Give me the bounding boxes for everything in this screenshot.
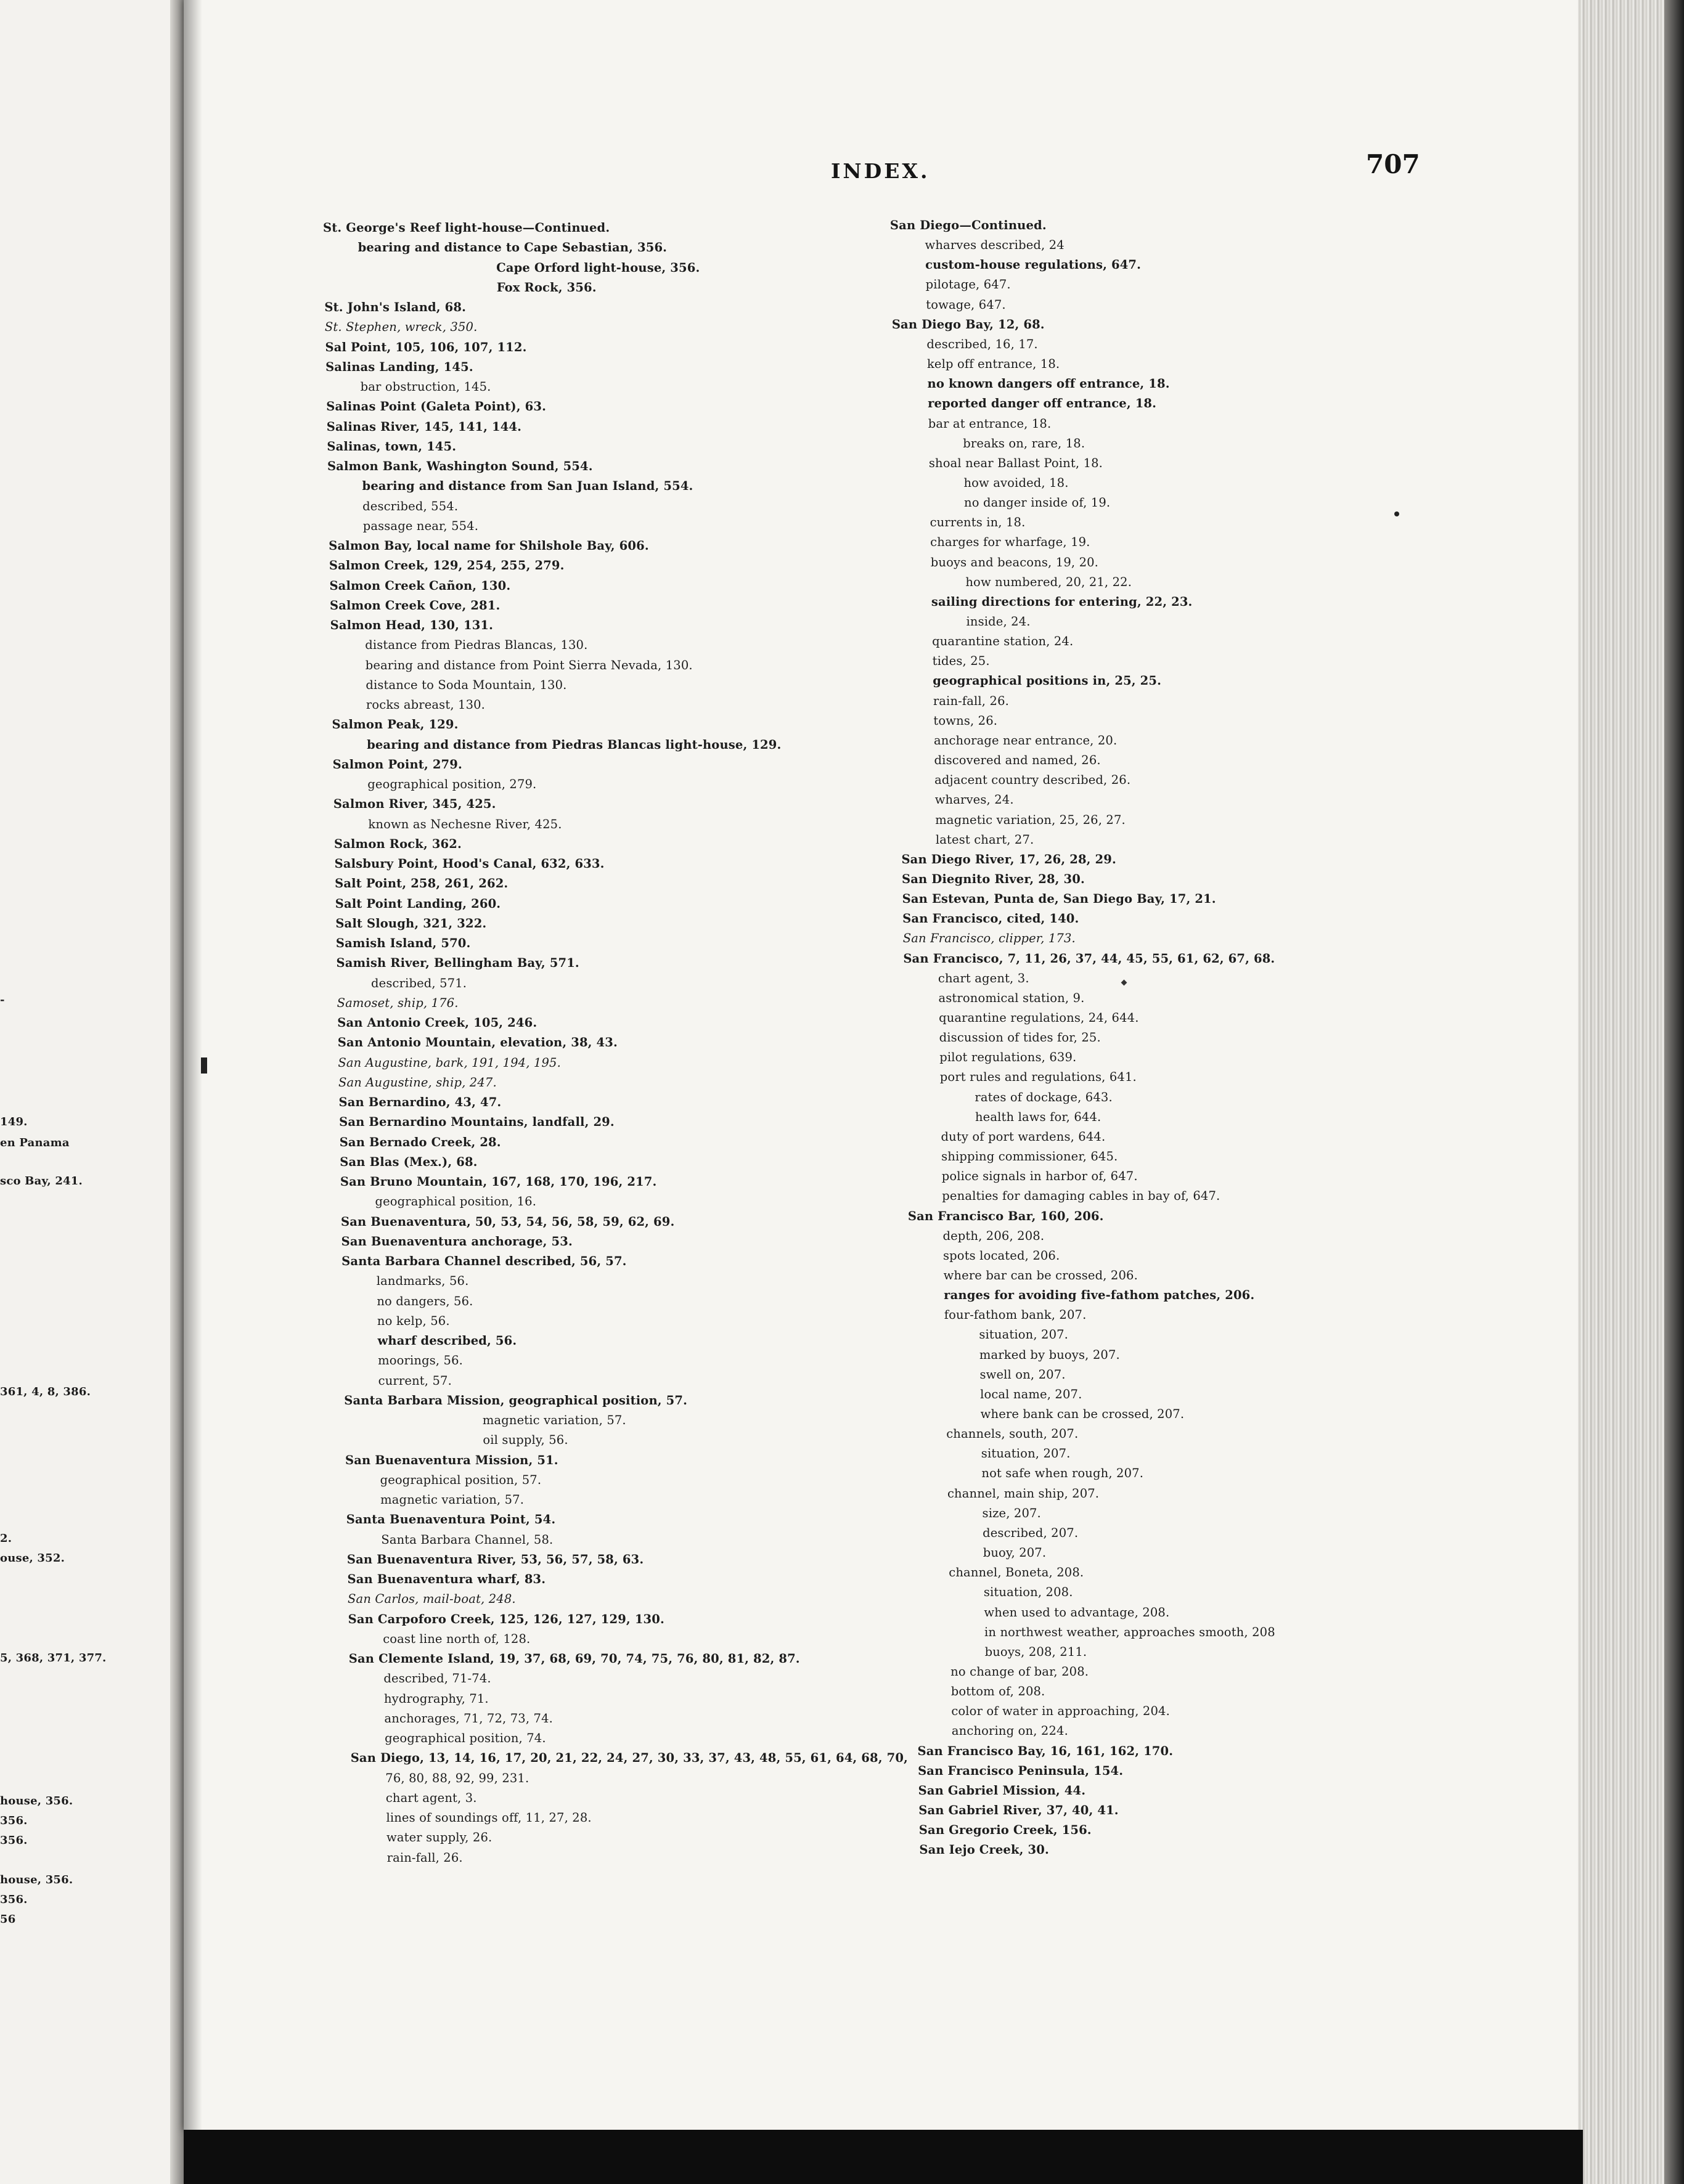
index-entry: Salsbury Point, Hood's Canal, 632, 633.: [334, 857, 605, 871]
index-entry: San Carlos, mail-boat, 248.: [348, 1592, 516, 1607]
index-entry: Salinas Point (Galeta Point), 63.: [326, 399, 547, 414]
index-entry: San Buenaventura wharf, 83.: [347, 1572, 546, 1586]
index-subentry: when used to advantage, 208.: [984, 1605, 1170, 1620]
index-subentry: channel, main ship, 207.: [947, 1486, 1100, 1501]
index-entry: San Buenaventura anchorage, 53.: [341, 1234, 573, 1249]
facing-page-line: 56: [0, 1913, 16, 1926]
facing-page-line: 5, 368, 371, 377.: [0, 1652, 107, 1664]
ink-speck: [1394, 511, 1399, 516]
index-entry: San Bernardino, 43, 47.: [338, 1095, 502, 1109]
index-entry: San Carpoforo Creek, 125, 126, 127, 129, 130.: [348, 1612, 664, 1626]
index-subentry: no kelp, 56.: [377, 1313, 450, 1328]
index-subentry: wharves described, 24: [925, 238, 1065, 253]
index-entry: Santa Barbara Mission, geographical position, 57.: [344, 1393, 688, 1408]
facing-page-line: 149.: [0, 1115, 28, 1128]
index-subentry: oil supply, 56.: [483, 1433, 568, 1448]
index-entry: San Blas (Mex.), 68.: [340, 1154, 478, 1169]
index-subentry: geographical position, 279.: [367, 777, 537, 791]
index-subentry: magnetic variation, 57.: [482, 1413, 626, 1427]
index-subentry: described, 71-74.: [383, 1671, 491, 1686]
index-entry: Salinas, town, 145.: [327, 439, 457, 454]
index-subentry: wharves, 24.: [934, 793, 1014, 807]
index-subentry: towns, 26.: [933, 713, 998, 728]
index-subentry: local name, 207.: [980, 1387, 1082, 1401]
index-subentry: in northwest weather, approaches smooth, 208: [984, 1624, 1275, 1639]
facing-page-line: ouse, 352.: [0, 1552, 65, 1565]
index-subentry: landmarks, 56.: [376, 1274, 469, 1289]
index-entry: San Diego—Continued.: [889, 218, 1047, 232]
index-subentry: distance from Piedras Blancas, 130.: [365, 638, 588, 653]
facing-page-line: sco Bay, 241.: [0, 1175, 83, 1188]
index-subentry: situation, 207.: [981, 1446, 1071, 1461]
index-entry: San Diegnito River, 28, 30.: [902, 871, 1085, 886]
index-subentry: rates of dockage, 643.: [975, 1090, 1113, 1104]
index-entry: San Augustine, bark, 191, 194, 195.: [338, 1055, 561, 1070]
facing-page-line: 361, 4, 8, 386.: [0, 1385, 91, 1398]
index-subentry: astronomical station, 9.: [938, 990, 1085, 1005]
index-entry: San Diego River, 17, 26, 28, 29.: [901, 852, 1116, 866]
index-entry: Salmon Point, 279.: [332, 757, 462, 772]
index-entry: San Antonio Mountain, elevation, 38, 43.: [337, 1035, 618, 1050]
index-entry: San Gabriel Mission, 44.: [918, 1783, 1086, 1798]
index-entry: San Francisco, clipper, 173.: [902, 931, 1076, 946]
index-subentry: shipping commissioner, 645.: [941, 1149, 1118, 1164]
index-subentry: situation, 208.: [983, 1585, 1073, 1600]
facing-page-line: house, 356.: [0, 1873, 73, 1886]
index-subentry: magnetic variation, 25, 26, 27.: [935, 812, 1126, 827]
index-subentry: anchorage near entrance, 20.: [933, 733, 1118, 748]
index-subentry: 76, 80, 88, 92, 99, 231.: [385, 1770, 529, 1785]
index-subentry: charges for wharfage, 19.: [930, 535, 1090, 550]
index-entry: Salinas River, 145, 141, 144.: [326, 419, 522, 434]
index-subentry: reported danger off entrance, 18.: [928, 396, 1157, 411]
index-entry: Salmon Bay, local name for Shilshole Bay, 606.: [329, 539, 649, 553]
facing-page-line: 356.: [0, 1834, 28, 1847]
index-subentry: chart agent, 3.: [385, 1790, 477, 1805]
index-subentry: rain-fall, 26.: [386, 1850, 463, 1865]
index-subentry: buoy, 207.: [983, 1546, 1047, 1560]
index-subentry: geographical position, 57.: [380, 1472, 542, 1487]
index-subentry: quarantine station, 24.: [932, 634, 1074, 649]
index-subentry: no dangers, 56.: [377, 1294, 473, 1308]
index-entry: San Gabriel River, 37, 40, 41.: [918, 1803, 1119, 1817]
index-subentry: pilotage, 647.: [925, 277, 1011, 292]
index-entry: Samish River, Bellingham Bay, 571.: [336, 956, 579, 971]
index-subentry: channel, Boneta, 208.: [949, 1565, 1084, 1580]
index-subentry: discussion of tides for, 25.: [939, 1030, 1101, 1045]
facing-page-line: house, 356.: [0, 1795, 73, 1807]
index-subentry: hydrography, 71.: [383, 1691, 489, 1706]
index-subentry: described, 16, 17.: [926, 336, 1038, 351]
index-subentry: how numbered, 20, 21, 22.: [965, 574, 1132, 589]
index-entry: Salmon Creek Cañon, 130.: [329, 578, 511, 593]
index-subentry: wharf described, 56.: [377, 1334, 517, 1348]
index-subentry: no danger inside of, 19.: [964, 495, 1111, 510]
index-subentry: shoal near Ballast Point, 18.: [928, 455, 1103, 470]
index-subentry: swell on, 207.: [979, 1367, 1066, 1382]
index-entry: San Diego, 13, 14, 16, 17, 20, 21, 22, 24, 27, 30, 33, 37, 43, 48, 55, 61, 64, 68, 70,: [350, 1751, 908, 1766]
index-entry: San Francisco Peninsula, 154.: [918, 1763, 1124, 1778]
index-subentry: sailing directions for entering, 22, 23.: [931, 594, 1193, 609]
page-number: 707: [1366, 149, 1420, 179]
index-entry: San Clemente Island, 19, 37, 68, 69, 70, 74, 75, 76, 80, 81, 82, 87.: [348, 1652, 800, 1666]
index-subentry: Fox Rock, 356.: [496, 280, 597, 295]
index-subentry: water supply, 26.: [386, 1830, 493, 1845]
index-subentry: buoys and beacons, 19, 20.: [930, 555, 1099, 569]
index-subentry: situation, 207.: [979, 1327, 1069, 1342]
index-entry: San Bernado Creek, 28.: [339, 1135, 501, 1149]
index-subentry: four-fathom bank, 207.: [944, 1308, 1087, 1322]
index-entry: Santa Buenaventura Point, 54.: [346, 1512, 556, 1527]
index-entry: San Bernardino Mountains, landfall, 29.: [339, 1115, 615, 1130]
index-subentry: ranges for avoiding five-fathom patches, 206.: [944, 1288, 1255, 1303]
index-subentry: tides, 25.: [932, 654, 990, 669]
scan-background: [184, 2130, 1583, 2184]
index-entry: St. John's Island, 68.: [324, 300, 467, 314]
index-subentry: bar at entrance, 18.: [928, 416, 1052, 431]
index-entry: Salmon River, 345, 425.: [333, 797, 496, 812]
index-subentry: not safe when rough, 207.: [981, 1466, 1144, 1481]
index-subentry: latest chart, 27.: [935, 832, 1034, 847]
index-subentry: channels, south, 207.: [946, 1427, 1079, 1441]
index-subentry: quarantine regulations, 24, 644.: [939, 1011, 1139, 1025]
index-subentry: coast line north of, 128.: [383, 1631, 531, 1646]
index-subentry: geographical position, 16.: [375, 1194, 537, 1209]
index-entry: St. Stephen, wreck, 350.: [324, 320, 478, 335]
index-entry: San Francisco, cited, 140.: [902, 911, 1079, 926]
index-entry: Salt Slough, 321, 322.: [335, 916, 487, 931]
index-subentry: Santa Barbara Channel, 58.: [381, 1532, 554, 1547]
index-subentry: towage, 647.: [926, 297, 1006, 312]
index-subentry: distance to Soda Mountain, 130.: [366, 677, 567, 692]
facing-page-line: 2.: [0, 1532, 12, 1545]
index-entry: San Francisco, 7, 11, 26, 37, 44, 45, 55, 61, 62, 67, 68.: [903, 951, 1275, 966]
index-entry: Sal Point, 105, 106, 107, 112.: [325, 340, 527, 354]
index-subentry: bearing and distance to Cape Sebastian, 356.: [358, 240, 668, 255]
index-subentry: Cape Orford light-house, 356.: [496, 260, 700, 275]
index-subentry: pilot regulations, 639.: [939, 1050, 1077, 1065]
index-subentry: buoys, 208, 211.: [984, 1644, 1087, 1659]
index-entry: San Estevan, Punta de, San Diego Bay, 17, 21.: [902, 892, 1216, 907]
index-entry: Salt Point Landing, 260.: [335, 896, 501, 911]
index-entry: Salmon Head, 130, 131.: [330, 618, 494, 632]
index-entry: Samoset, ship, 176.: [337, 995, 459, 1010]
index-subentry: depth, 206, 208.: [942, 1228, 1045, 1243]
index-entry: San Gregorio Creek, 156.: [918, 1823, 1092, 1838]
index-subentry: discovered and named, 26.: [934, 753, 1101, 768]
binding-mark: [201, 1057, 207, 1074]
index-entry: San Augustine, ship, 247.: [338, 1075, 497, 1090]
index-subentry: anchoring on, 224.: [951, 1724, 1068, 1738]
index-subentry: geographical position, 74.: [385, 1731, 546, 1745]
index-entry: San Francisco Bar, 160, 206.: [907, 1208, 1104, 1223]
index-entry: San Iejo Creek, 30.: [919, 1843, 1049, 1857]
index-subentry: anchorages, 71, 72, 73, 74.: [384, 1711, 554, 1726]
index-subentry: bearing and distance from Point Sierra Nevada, 130.: [365, 658, 693, 672]
facing-page-line: 356.: [0, 1814, 28, 1827]
facing-page-line: -: [0, 993, 5, 1006]
page-binding-shadow: [184, 0, 202, 2130]
index-subentry: magnetic variation, 57.: [380, 1493, 525, 1507]
index-entry: Samish Island, 570.: [335, 936, 471, 950]
index-subentry: where bank can be crossed, 207.: [980, 1407, 1185, 1421]
index-subentry: duty of port wardens, 644.: [941, 1129, 1106, 1144]
running-head: INDEX.: [831, 159, 930, 183]
index-entry: Salmon Rock, 362.: [333, 836, 462, 851]
index-entry: San Francisco Bay, 16, 161, 162, 170.: [917, 1743, 1174, 1758]
index-entry: San Antonio Creek, 105, 246.: [337, 1016, 537, 1030]
page-edges-shadow: [1664, 0, 1684, 2184]
index-subentry: kelp off entrance, 18.: [926, 357, 1060, 372]
index-subentry: currents in, 18.: [930, 515, 1026, 530]
index-entry: San Buenaventura Mission, 51.: [345, 1453, 558, 1467]
index-subentry: where bar can be crossed, 206.: [943, 1268, 1138, 1282]
index-subentry: bar obstruction, 145.: [360, 380, 491, 394]
index-entry: Salmon Creek Cove, 281.: [330, 598, 501, 613]
index-subentry: port rules and regulations, 641.: [939, 1070, 1137, 1085]
index-subentry: rain-fall, 26.: [933, 693, 1009, 708]
index-subentry: spots located, 206.: [943, 1248, 1060, 1263]
index-entry: Salt Point, 258, 261, 262.: [335, 876, 509, 891]
index-entry: St. George's Reef light-house—Continued.: [323, 221, 610, 235]
index-subentry: bottom of, 208.: [950, 1684, 1045, 1699]
index-subentry: marked by buoys, 207.: [979, 1347, 1120, 1362]
index-subentry: chart agent, 3.: [938, 971, 1029, 985]
index-subentry: described, 554.: [362, 499, 459, 513]
index-entry: San Bruno Mountain, 167, 168, 170, 196, 217.: [340, 1175, 657, 1189]
index-subentry: color of water in approaching, 204.: [951, 1704, 1170, 1719]
index-subentry: no change of bar, 208.: [950, 1664, 1089, 1679]
facing-page-line: 356.: [0, 1893, 28, 1906]
index-subentry: geographical positions in, 25, 25.: [933, 674, 1162, 688]
index-entry: San Diego Bay, 12, 68.: [891, 317, 1045, 332]
index-entry: Santa Barbara Channel described, 56, 57.: [341, 1254, 627, 1268]
facing-page-fragment: [0, 0, 182, 2184]
index-subentry: custom-house regulations, 647.: [925, 258, 1142, 272]
index-subentry: passage near, 554.: [362, 518, 479, 533]
index-subentry: bearing and distance from San Juan Island, 554.: [362, 479, 693, 494]
index-subentry: health laws for, 644.: [975, 1109, 1102, 1124]
index-subentry: described, 207.: [983, 1525, 1079, 1540]
index-entry: San Buenaventura, 50, 53, 54, 56, 58, 59, 62, 69.: [341, 1214, 675, 1229]
index-subentry: moorings, 56.: [378, 1353, 464, 1368]
index-subentry: penalties for damaging cables in bay of, 647.: [942, 1189, 1220, 1204]
index-subentry: breaks on, rare, 18.: [963, 436, 1085, 450]
index-subentry: described, 571.: [371, 976, 467, 990]
index-subentry: adjacent country described, 26.: [934, 773, 1131, 788]
index-subentry: bearing and distance from Piedras Blancas light-house, 129.: [367, 737, 782, 752]
index-entry: Salmon Bank, Washington Sound, 554.: [327, 459, 593, 473]
index-subentry: size, 207.: [982, 1506, 1041, 1520]
index-subentry: lines of soundings off, 11, 27, 28.: [386, 1811, 592, 1825]
index-subentry: how avoided, 18.: [963, 475, 1069, 490]
facing-page-line: en Panama: [0, 1136, 70, 1149]
index-subentry: known as Nechesne River, 425.: [368, 817, 562, 831]
index-subentry: police signals in harbor of, 647.: [941, 1169, 1138, 1184]
index-subentry: rocks abreast, 130.: [366, 698, 486, 712]
index-entry: Salinas Landing, 145.: [325, 359, 473, 374]
index-subentry: no known dangers off entrance, 18.: [927, 377, 1170, 391]
index-entry: Salmon Creek, 129, 254, 255, 279.: [329, 558, 565, 573]
index-subentry: inside, 24.: [966, 614, 1031, 629]
index-subentry: current, 57.: [378, 1373, 452, 1388]
index-entry: San Buenaventura River, 53, 56, 57, 58, 63.: [346, 1552, 644, 1567]
index-entry: Salmon Peak, 129.: [332, 717, 459, 732]
